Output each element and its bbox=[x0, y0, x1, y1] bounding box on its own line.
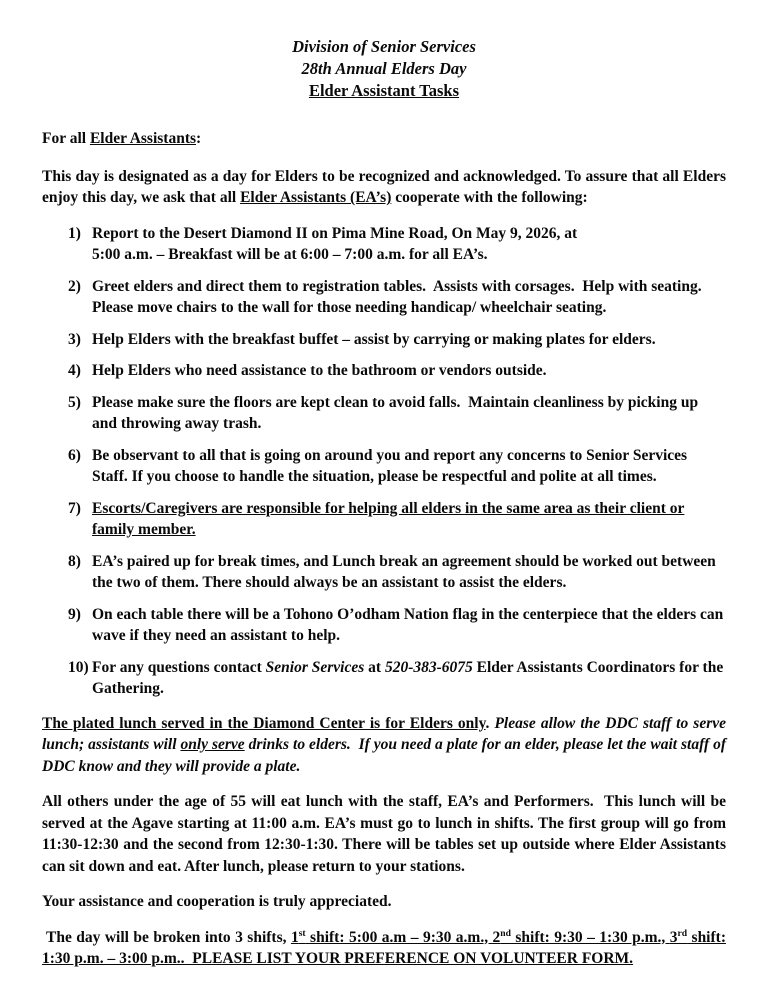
task-item-8 bbox=[42, 551, 726, 594]
task-text bbox=[92, 498, 726, 541]
text-run: shift: 5:00 a.m – 9:30 a.m., bbox=[305, 928, 493, 946]
text-run: only serve bbox=[180, 736, 245, 753]
task-number: 1) bbox=[68, 224, 81, 242]
text-run: The day will be broken into 3 shifts, bbox=[46, 928, 291, 946]
plated-lunch-paragraph bbox=[42, 713, 726, 778]
task-number: 10) bbox=[68, 658, 89, 676]
text-run: For any questions contact bbox=[92, 658, 266, 676]
task-item-4 bbox=[42, 360, 726, 382]
task-item-5 bbox=[42, 392, 726, 435]
text-run: Be observant to all that is going on around you and report any concerns to Senior Services Staff. If you choose to handle the situation, please be respectful and polite at all times. bbox=[92, 446, 688, 485]
text-run: Elder Assistants bbox=[89, 130, 197, 147]
task-text bbox=[92, 551, 726, 594]
event-title: 28th Annual Elders Day bbox=[301, 59, 467, 78]
text-run: 3 bbox=[669, 928, 678, 946]
task-number: 7) bbox=[68, 499, 81, 517]
task-text bbox=[92, 360, 726, 382]
text-run: For all bbox=[42, 130, 90, 147]
task-text bbox=[92, 657, 726, 700]
text-run: EA’s paired up for break times, and Lunch break an agreement should be worked out between the two of them. There should always be an assistant to assist the elders. bbox=[92, 552, 716, 591]
task-text bbox=[92, 223, 726, 266]
task-number: 5) bbox=[68, 393, 81, 411]
text-run: Help Elders with the breakfast buffet – assist by carrying or making plates for elders. bbox=[92, 330, 656, 348]
staff-lunch-paragraph bbox=[42, 791, 726, 877]
text-run: Elder Assistants (EA’s) bbox=[240, 189, 392, 206]
task-number: 2) bbox=[68, 277, 81, 295]
task-item-2 bbox=[42, 276, 726, 319]
text-run: : bbox=[196, 130, 202, 147]
text-run: Report to the Desert Diamond II on Pima Mine Road, On May 9, 2026, at bbox=[92, 224, 578, 242]
task-number: 8) bbox=[68, 552, 81, 570]
task-item-3 bbox=[42, 329, 726, 351]
text-run: cooperate with the following: bbox=[391, 189, 588, 206]
text-run: Please make sure the floors are kept clean to avoid falls. Maintain cleanliness by picking up and throwing away trash. bbox=[92, 393, 699, 432]
text-run: 5:00 a.m. – Breakfast will be at 6:00 – 7:00 a.m. for all EA’s. bbox=[92, 246, 488, 263]
task-number: 4) bbox=[68, 362, 81, 379]
intro-paragraph bbox=[42, 166, 726, 209]
document-header bbox=[42, 36, 726, 102]
text-run: Please allow the DDC staff to serve lunch; assistants will bbox=[42, 714, 726, 753]
text-run: All others under the age of 55 will eat lunch with the staff, EA’s and Performers. This lunch will be served at the Agave starting at 11:00 a.m. EA’s must go to lunch in shifts. The first group will go from 11:30-12:30 and the second from 12:30-1:30. There will be tables set up outside where Elder Assistants can sit down and eat. After lunch, please return to your stations. bbox=[42, 793, 726, 875]
text-run: Your assistance and cooperation is truly appreciated. bbox=[42, 893, 392, 910]
text-run: Escorts/Caregivers are responsible for helping all elders in the same area as their client or family member. bbox=[92, 499, 685, 538]
text-run: Senior Services bbox=[265, 658, 365, 676]
appreciation-line bbox=[42, 891, 726, 913]
task-item-1 bbox=[42, 223, 726, 266]
text-run: This day is designated as a day for Elders to be recognized and acknowledged. To assure that all Elders enjoy this day, we ask that all bbox=[42, 167, 726, 206]
text-run: st bbox=[298, 927, 306, 939]
task-text bbox=[92, 392, 726, 435]
task-list bbox=[42, 223, 726, 700]
task-text bbox=[92, 445, 726, 488]
text-run: . bbox=[485, 714, 495, 732]
task-text bbox=[92, 604, 726, 647]
doc-title: Elder Assistant Tasks bbox=[308, 81, 460, 100]
org-title: Division of Senior Services bbox=[292, 37, 476, 56]
salutation bbox=[42, 128, 726, 150]
task-item-7 bbox=[42, 498, 726, 541]
text-run: rd bbox=[677, 927, 688, 939]
text-run: The plated lunch served in the Diamond Center is for Elders only bbox=[42, 714, 486, 732]
text-run: shift: 1:30 p.m. – 3:00 p.m.. PLEASE LIST YOUR PREFERENCE ON VOLUNTEER FORM. bbox=[42, 928, 726, 967]
shifts-paragraph bbox=[42, 927, 726, 970]
text-run: nd bbox=[500, 927, 511, 939]
text-run: drinks to elders. If you need a plate for an elder, please let the wait staff of DDC know and they will provide a plate. bbox=[42, 736, 726, 775]
text-run: 520-383-6075 bbox=[384, 658, 473, 676]
task-number: 6) bbox=[68, 446, 81, 464]
task-item-9 bbox=[42, 604, 726, 647]
task-text bbox=[92, 276, 726, 319]
text-run: 1 bbox=[290, 928, 299, 946]
text-run: Elder Assistants Coordinators for the Gathering. bbox=[92, 658, 724, 697]
task-number: 9) bbox=[68, 605, 81, 623]
task-number: 3) bbox=[68, 330, 81, 348]
text-run: Help Elders who need assistance to the bathroom or vendors outside. bbox=[92, 362, 547, 379]
task-item-6 bbox=[42, 445, 726, 488]
text-run: shift: 9:30 – 1:30 p.m., bbox=[510, 928, 670, 946]
text-run: at bbox=[364, 658, 385, 676]
task-text bbox=[92, 329, 726, 351]
task-item-10 bbox=[42, 657, 726, 700]
text-run: Greet elders and direct them to registration tables. Assists with corsages. Help with seating. Please move chairs to the wall for those needing handicap/ wheelchair seating. bbox=[92, 277, 702, 316]
text-run: 2 bbox=[492, 928, 501, 946]
text-run: On each table there will be a Tohono O’odham Nation flag in the centerpiece that the elders can wave if they need an assistant to help. bbox=[92, 605, 724, 644]
